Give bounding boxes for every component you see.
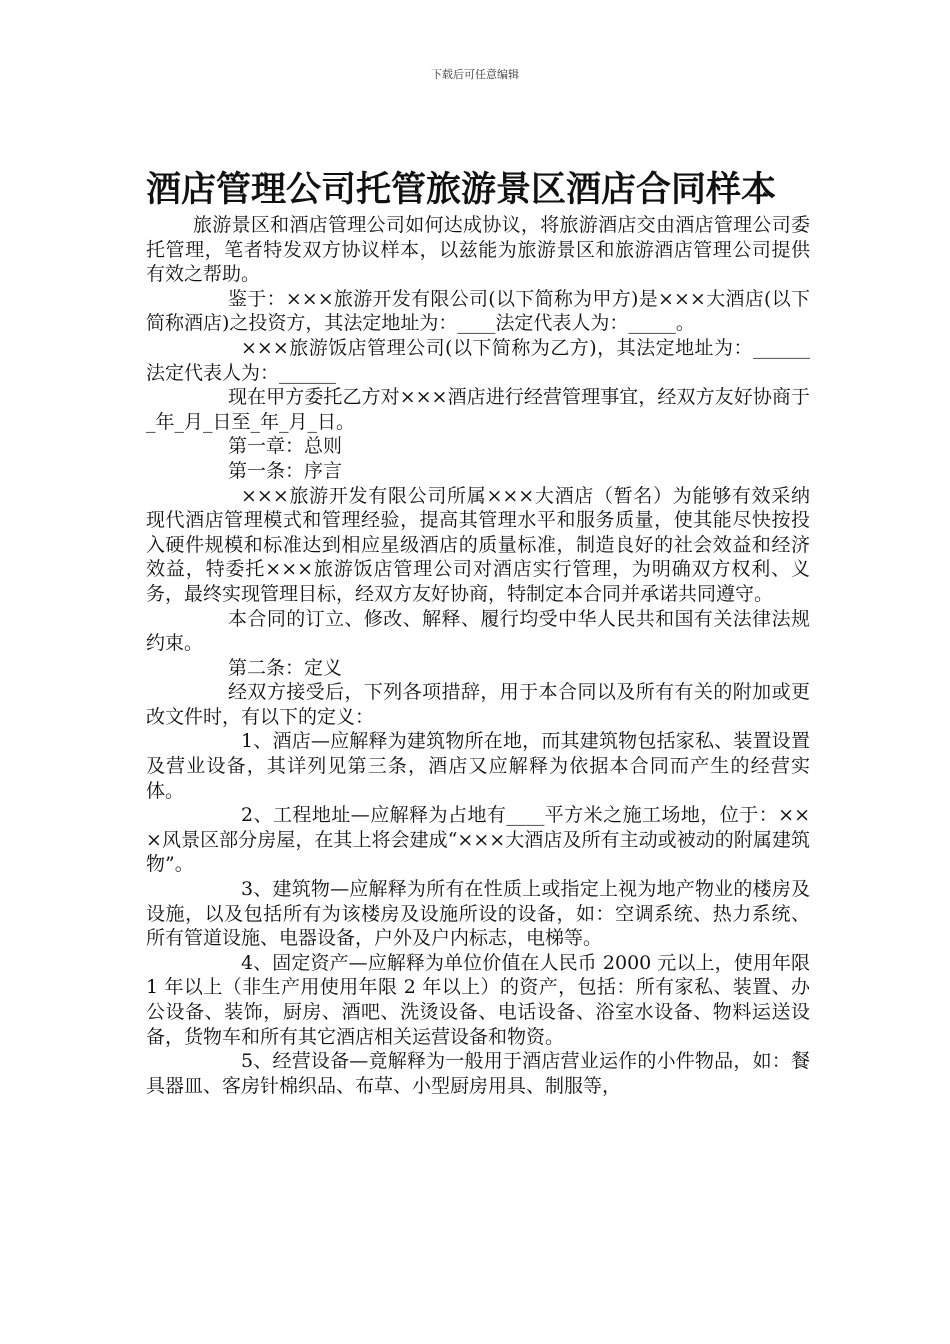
document-body [146, 213, 810, 1098]
article-heading-definitions: 第二条：定义 [228, 656, 343, 679]
header-note: 下载后可任意编辑 [431, 68, 519, 81]
document-title: 酒店管理公司托管旅游景区酒店合同样本 [146, 169, 777, 210]
definition-item-1: 1、酒店—应解释为建筑物所在地，而其建筑物包括家私、装置设置及营业设备，其详列见第三条，酒店又应解释为依据本合同而产生的经营实体。 [146, 730, 810, 802]
paragraph-definitions-intro: 经双方接受后，下列各项措辞，用于本合同以及所有有关的附加或更改文件时，有以下的定义： [146, 681, 810, 728]
chapter-heading: 第一章：总则 [228, 435, 343, 458]
paragraph-intro: 旅游景区和酒店管理公司如何达成协议，将旅游酒店交由酒店管理公司委托管理，笔者特发双方协议样本，以兹能为旅游景区和旅游酒店管理公司提供有效之帮助。 [146, 214, 810, 286]
paragraph-commission: 现在甲方委托乙方对×××酒店进行经营管理事宜，经双方友好协商于_年_月_日至_年_月_日。 [146, 386, 810, 433]
paragraph-preface: ×××旅游开发有限公司所属×××大酒店（暂名）为能够有效采纳现代酒店管理模式和管理经验，提高其管理水平和服务质量，使其能尽快按投入硬件规模和标准达到相应星级酒店的质量标准，制造良好的社会效益和经济效益，特委托×××旅游饭店管理公司对酒店实行管理，为明确双方权利、义务，最终实现管理目标，经双方友好协商，特制定本合同并承诺共同遵守。 [146, 484, 810, 605]
definition-item-3: 3、建筑物—应解释为所有在性质上或指定上视为地产物业的楼房及设施，以及包括所有为该楼房及设施所设的设备，如：空调系统、热力系统、所有管道设施、电器设备，户外及户内标志，电梯等。 [146, 878, 810, 950]
paragraph-whereas-party-a: 鉴于：×××旅游开发有限公司(以下简称为甲方)是×××大酒店(以下简称酒店)之投资方，其法定地址为：____法定代表人为：_____。 [146, 287, 810, 335]
definition-item-4: 4、固定资产—应解释为单位价值在人民币 2000 元以上，使用年限 1 年以上（非生产用使用年限 2 年以上）的资产，包括：所有家私、装置、办公设备、装饰，厨房、酒吧、洗烫设备、电话设备、浴室水设备、物料运送设备，货物车和所有其它酒店相关运营设备和物资。 [146, 951, 810, 1048]
article-heading-preface: 第一条：序言 [228, 459, 343, 482]
definition-item-5: 5、经营设备—竟解释为一般用于酒店营业运作的小件物品，如：餐具器皿、客房针棉织品、布草、小型厨房用具、制服等， [146, 1050, 810, 1097]
definition-item-2: 2、工程地址—应解释为占地有____平方米之施工场地，位于：×××风景区部分房屋，在其上将会建成“×××大酒店及所有主动或被动的附属建筑物”。 [146, 804, 810, 876]
paragraph-party-b: ×××旅游饭店管理公司(以下简称为乙方)，其法定地址为：______法定代表人为：______ [146, 336, 810, 384]
paragraph-governing-law: 本合同的订立、修改、解释、履行均受中华人民共和国有关法律法规约束。 [146, 607, 810, 655]
